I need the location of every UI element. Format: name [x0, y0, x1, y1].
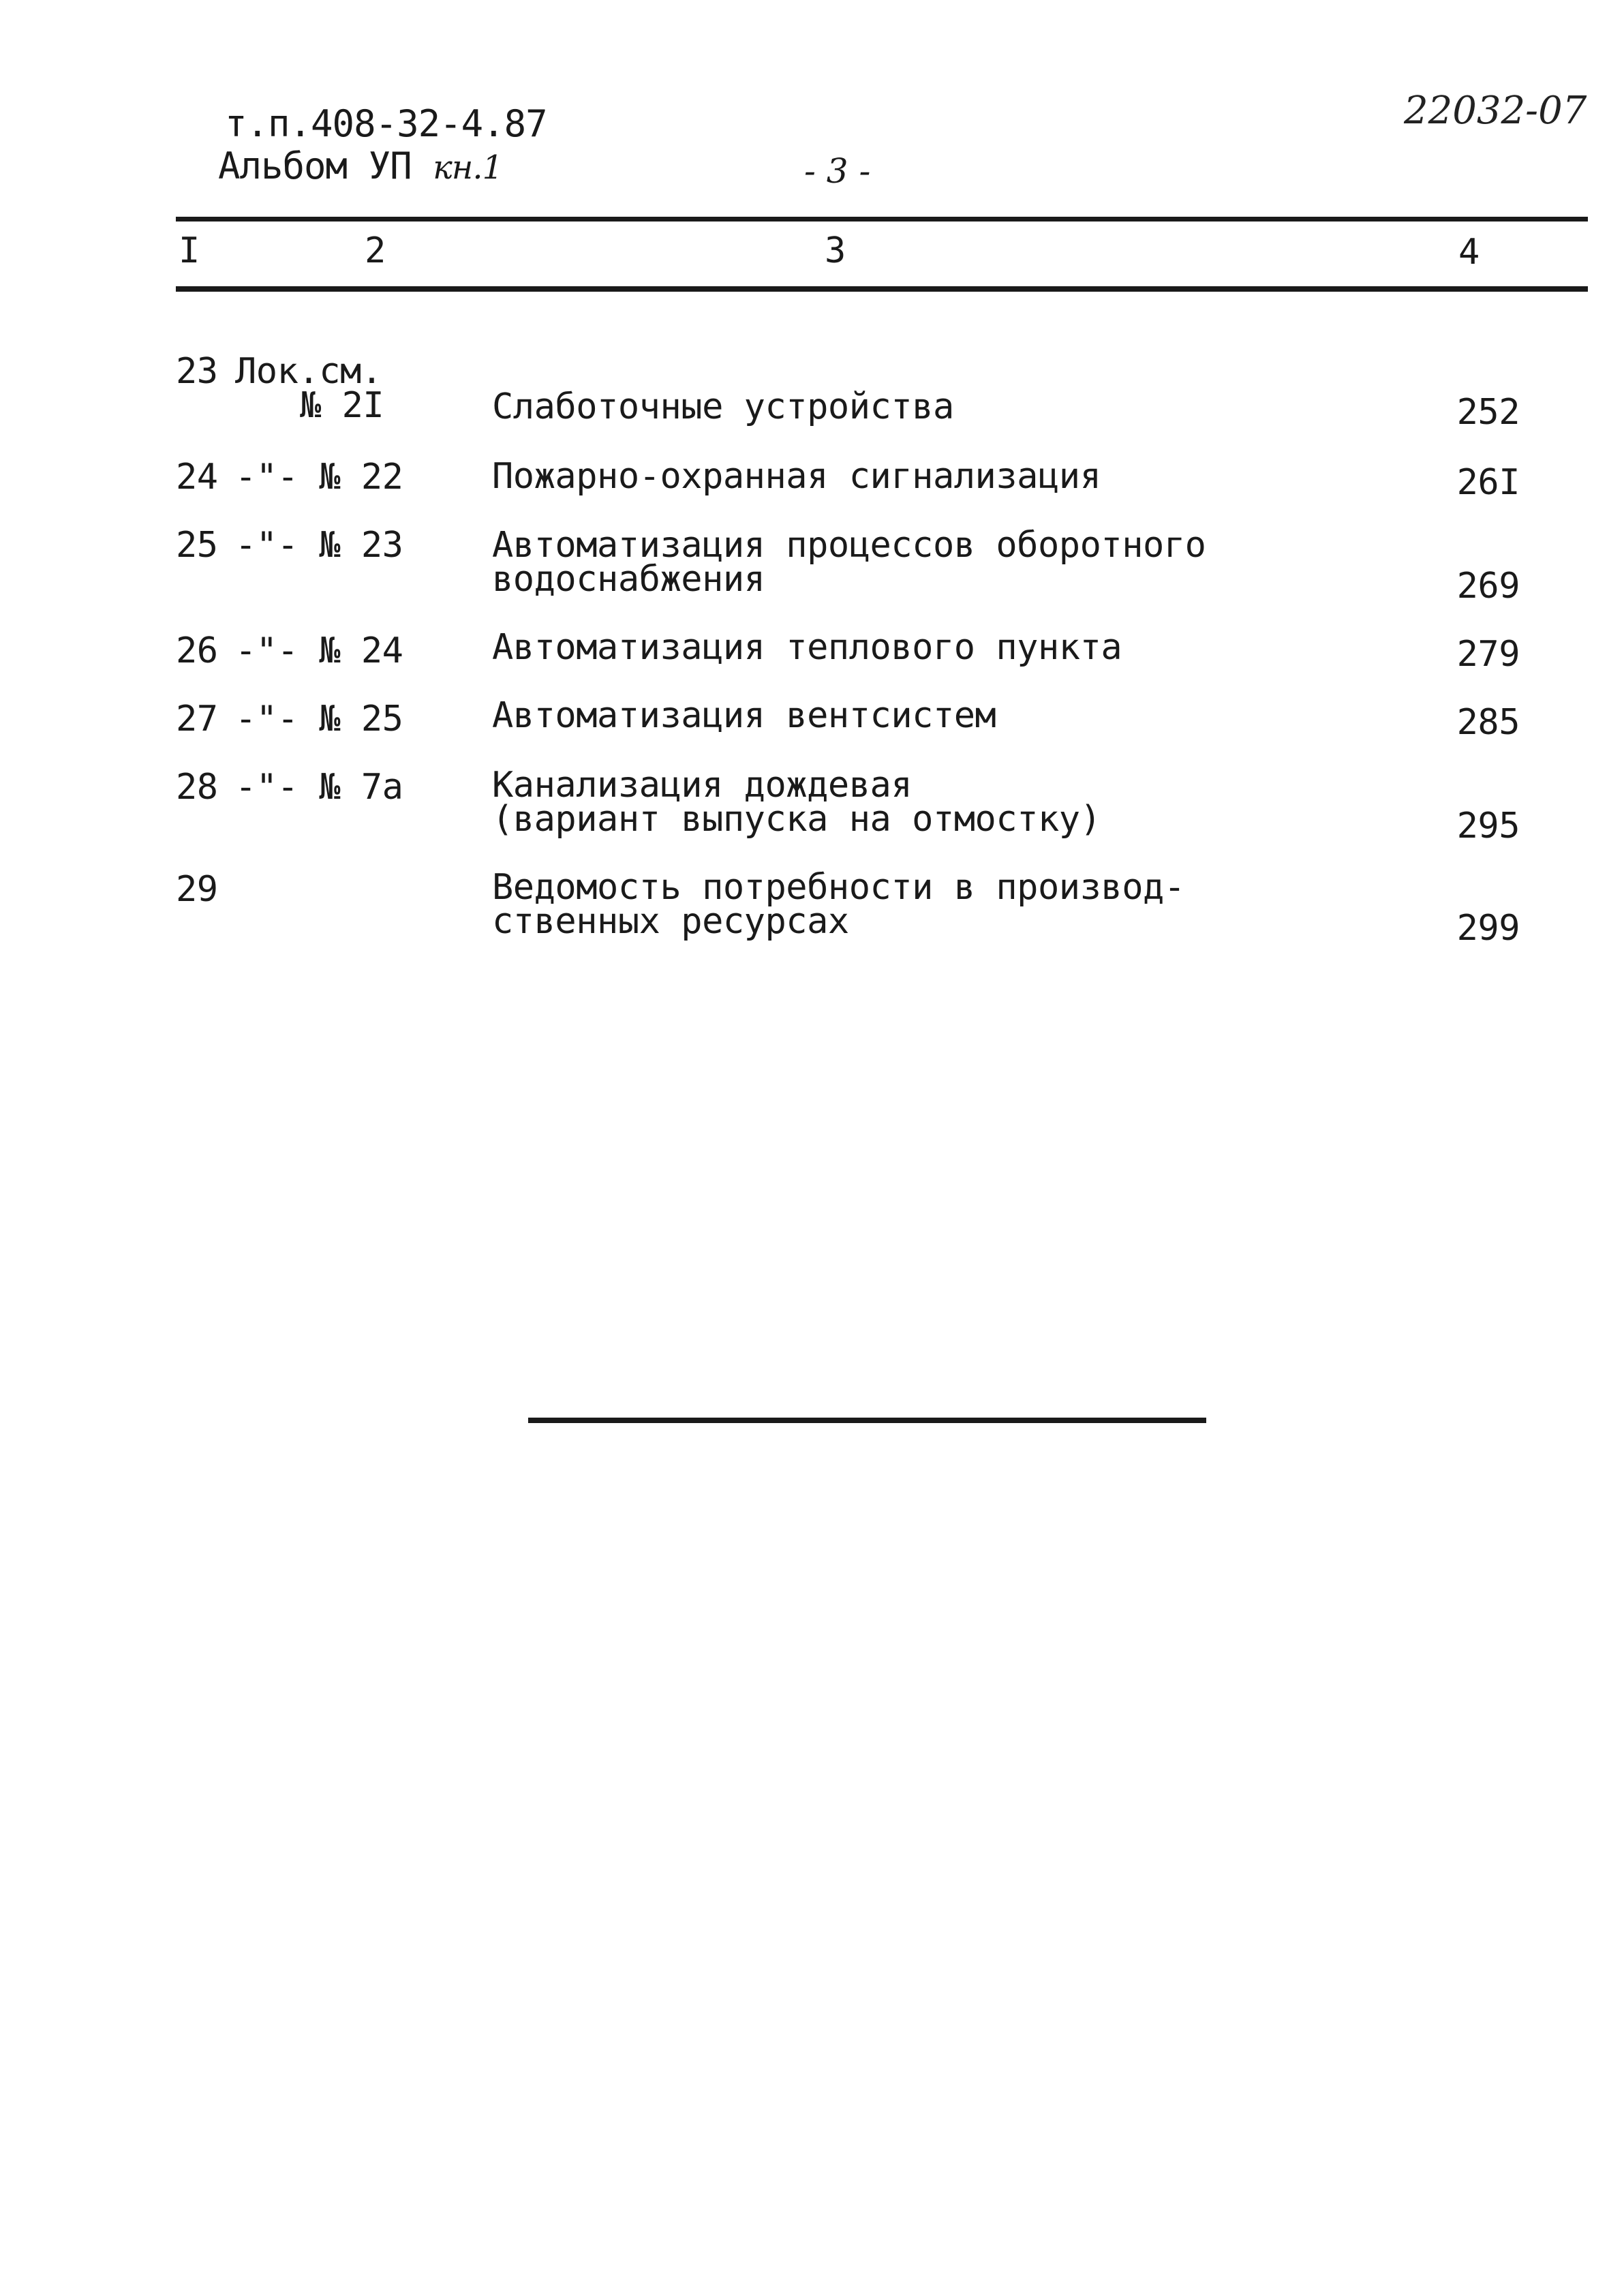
row-title: Пожарно-охранная сигнализация: [492, 456, 1101, 497]
column-header-1: I: [179, 230, 200, 271]
row-number: 27: [176, 699, 218, 739]
row-reference: Лок.см.: [235, 351, 382, 392]
row-page: 26I: [1456, 462, 1520, 503]
row-page: 299: [1456, 908, 1520, 949]
row-number: 26: [176, 630, 218, 671]
row-reference-number: № 2I: [300, 385, 384, 426]
row-page: 269: [1456, 566, 1520, 607]
row-page: 285: [1456, 702, 1520, 743]
row-number: 28: [176, 767, 218, 808]
row-title: Канализация дождевая: [492, 765, 913, 806]
row-page: 295: [1456, 806, 1520, 846]
row-reference: -"- № 25: [235, 699, 403, 739]
row-reference: -"- № 23: [235, 525, 403, 566]
row-title: Слаботочные устройства: [492, 386, 954, 427]
page-number: - 3 -: [804, 151, 871, 191]
column-header-4: 4: [1458, 232, 1480, 273]
row-number: 29: [176, 869, 218, 910]
album-handwritten-note: кн.1: [433, 149, 503, 187]
row-reference: -"- № 24: [235, 630, 403, 671]
table-header-rule: [176, 286, 1588, 292]
row-title: Автоматизация процессов оборотного: [492, 525, 1206, 566]
table-top-rule: [176, 217, 1588, 222]
row-page: 279: [1456, 634, 1520, 675]
column-header-2: 2: [365, 230, 386, 271]
archive-number: 22032-07: [1404, 89, 1587, 133]
end-of-list-rule: [528, 1418, 1206, 1423]
row-number: 25: [176, 525, 218, 566]
row-title: Автоматизация теплового пункта: [492, 627, 1122, 668]
row-number: 23: [176, 351, 218, 392]
row-title: Автоматизация вентсистем: [492, 695, 996, 736]
row-title-continuation: водоснабжения: [492, 559, 765, 600]
album-printed: Альбом УП: [218, 144, 412, 187]
row-number: 24: [176, 457, 218, 498]
row-title: Ведомость потребности в производ-: [492, 867, 1185, 908]
row-title-continuation: (вариант выпуска на отмостку): [492, 799, 1101, 840]
album-label: [218, 144, 502, 187]
row-reference: -"- № 22: [235, 457, 403, 498]
column-header-3: 3: [825, 230, 846, 271]
row-reference: -"- № 7а: [235, 767, 403, 808]
document-code: т.п.408-32-4.87: [225, 102, 547, 145]
row-title-continuation: ственных ресурсах: [492, 901, 849, 942]
row-page: 252: [1456, 392, 1520, 433]
